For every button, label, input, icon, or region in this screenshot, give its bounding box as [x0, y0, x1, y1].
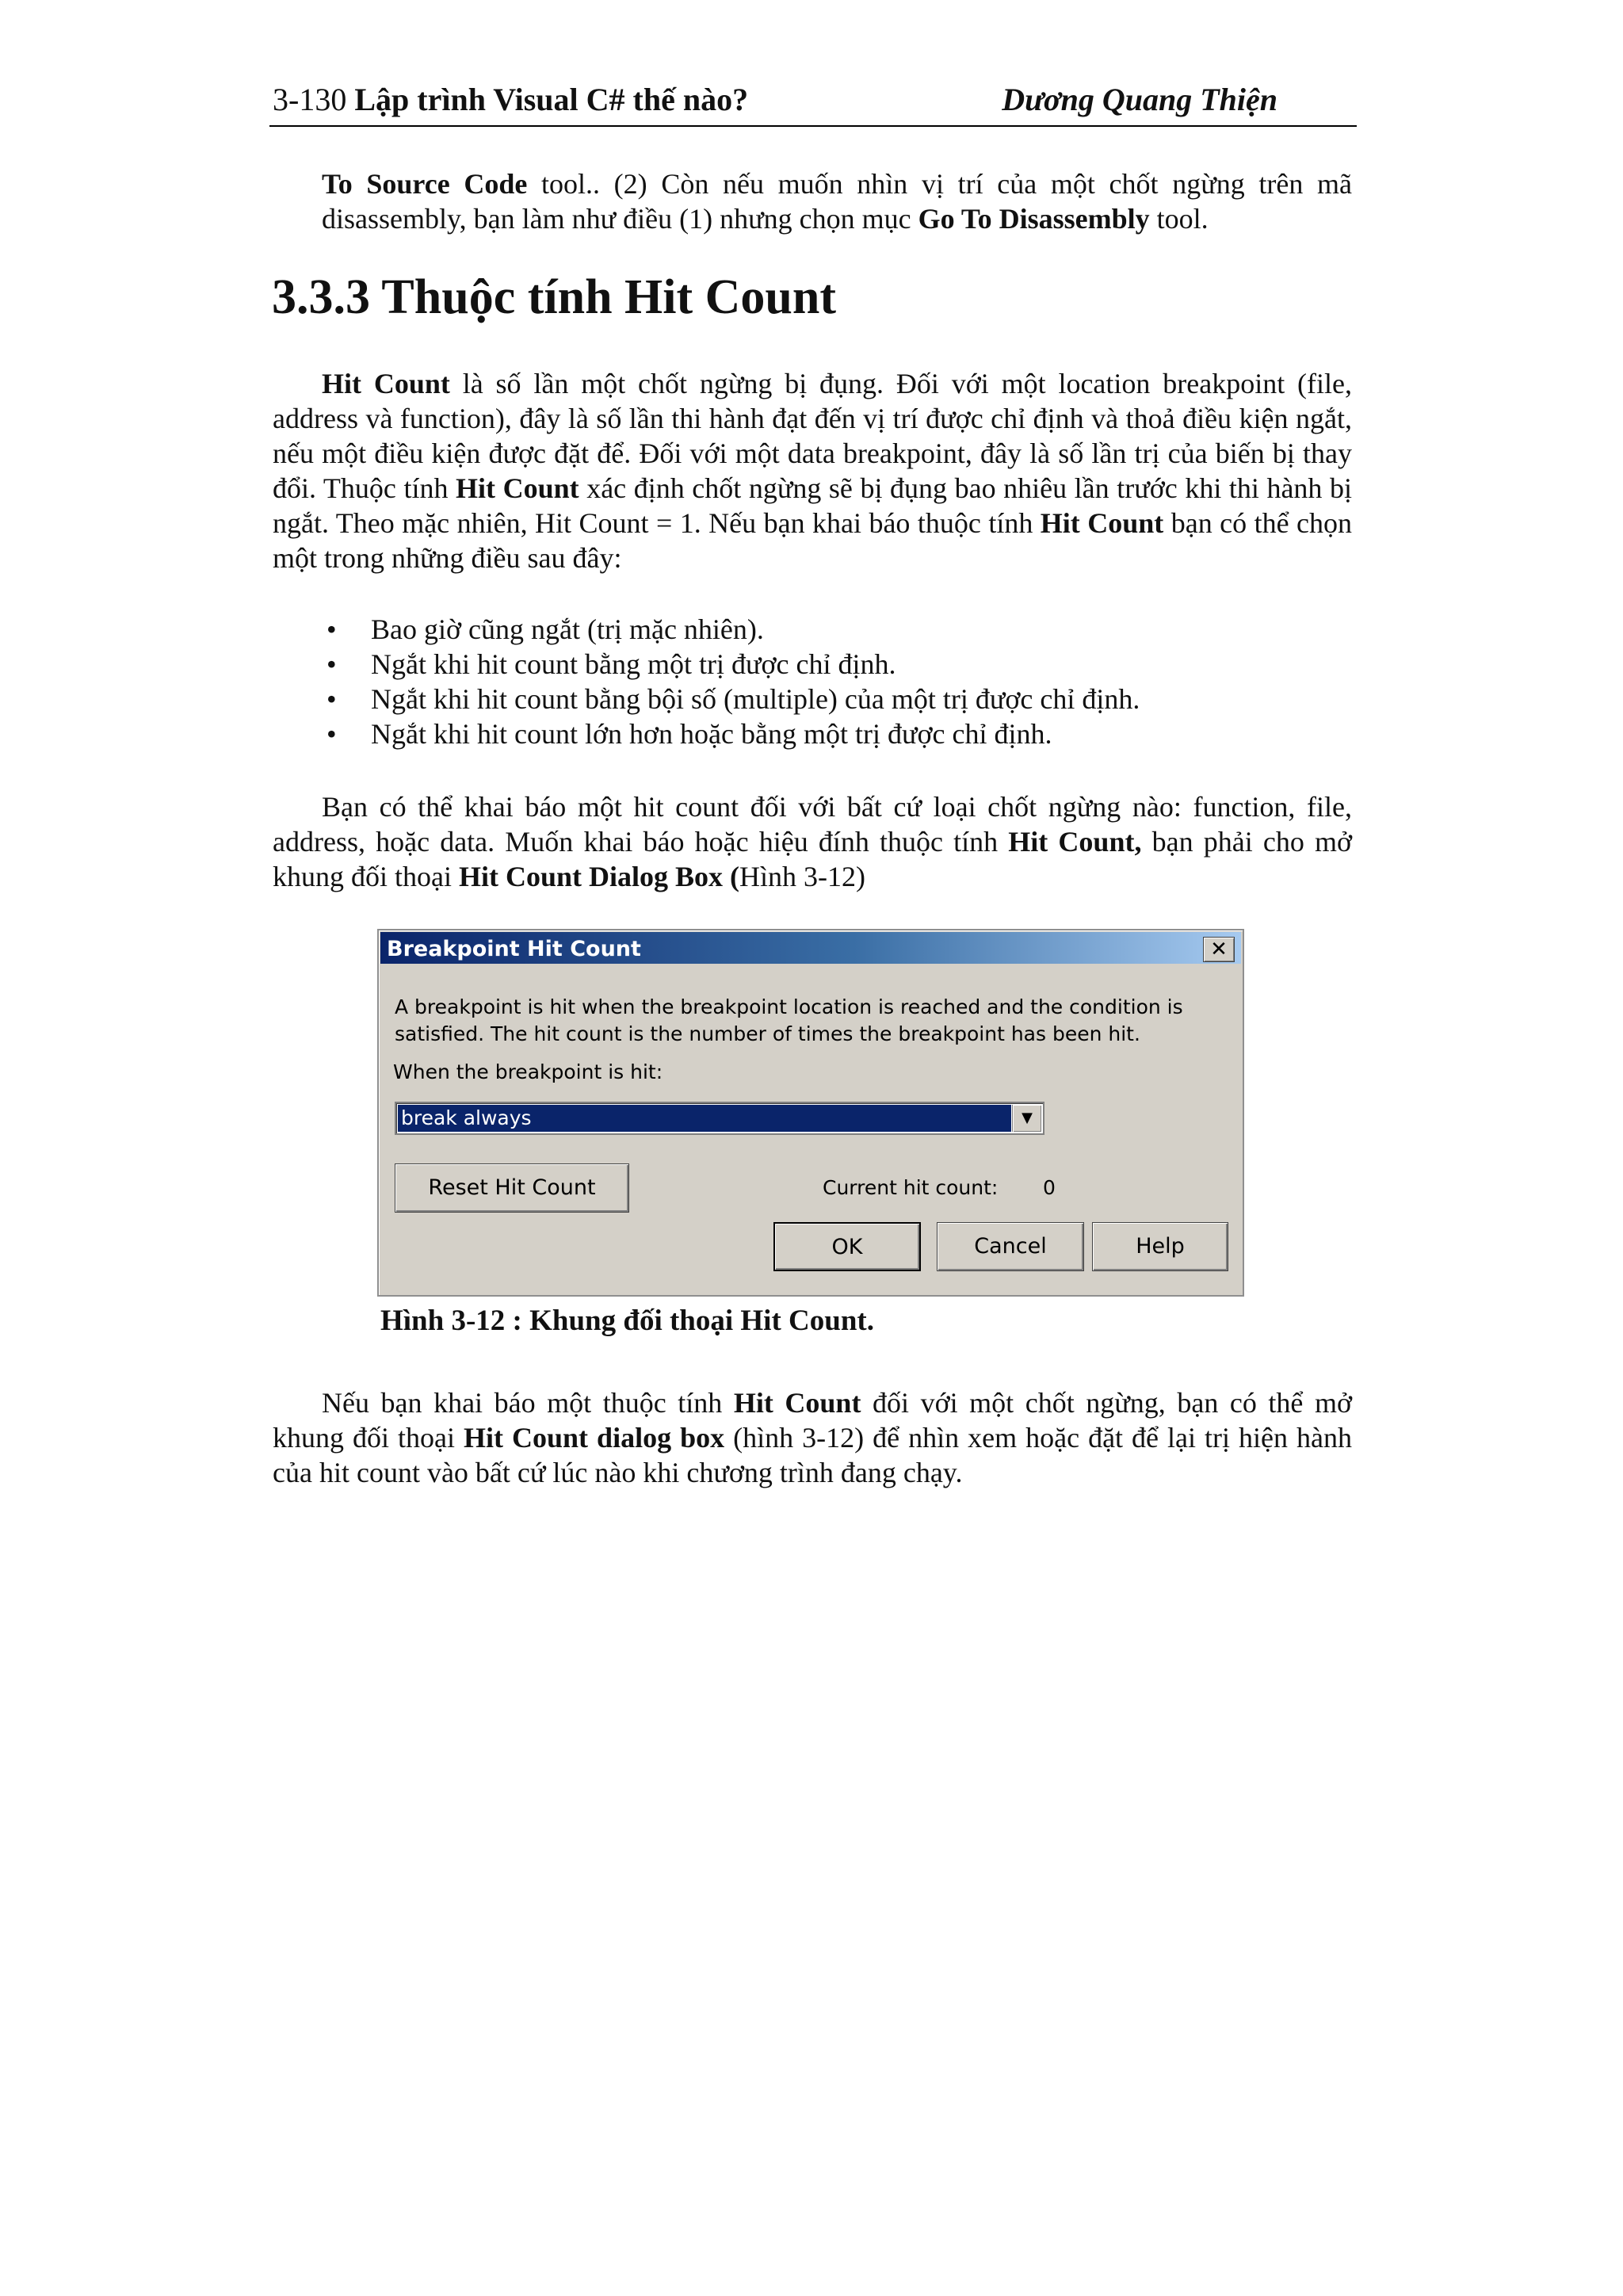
closing-paragraph [273, 1385, 1352, 1490]
bold-term: Hit Count [456, 472, 579, 504]
bold-term: Hit Count dialog box [464, 1422, 725, 1454]
when-hit-label: When the breakpoint is hit: [393, 1060, 663, 1083]
reset-hit-count-button[interactable]: Reset Hit Count [395, 1163, 629, 1213]
close-icon[interactable]: ✕ [1203, 937, 1235, 962]
paragraph-text: Nếu bạn khai báo một thuộc tính [322, 1387, 734, 1419]
bold-term: Hit Count [322, 368, 450, 399]
bold-term: Go To Disassembly [918, 203, 1150, 235]
list-item-text: Ngắt khi hit count bằng bội số (multiple) của một trị được chỉ định. [371, 683, 1140, 715]
bullet-icon: • [327, 613, 337, 645]
cancel-button[interactable]: Cancel [937, 1222, 1084, 1271]
paragraph-text: Hình 3-12) [739, 861, 865, 892]
bullet-icon: • [327, 683, 337, 715]
list-item-text: Ngắt khi hit count bằng một trị được chỉ định. [371, 648, 896, 680]
dialog-title: Breakpoint Hit Count [387, 937, 641, 961]
list-item [315, 647, 1361, 682]
intro-paragraph [322, 166, 1352, 236]
section-heading: 3.3.3 Thuộc tính Hit Count [272, 270, 837, 324]
paragraph-text: Bạn có thể khai báo một hit count đối với bất cứ loại chốt ngừng nào: function, file, address, hoặc data. Muốn khai báo hoặc hiệu đính thuộc tính [273, 791, 1352, 858]
figure-caption: Hình 3-12 : Khung đối thoại Hit Count. [380, 1305, 874, 1337]
selected-option: break always [398, 1105, 1011, 1132]
list-item-text: Ngắt khi hit count lớn hơn hoặc bằng một trị được chỉ định. [371, 718, 1052, 750]
bold-term: Hit Count Dialog Box ( [458, 861, 740, 892]
declare-hit-count-paragraph [273, 789, 1352, 894]
break-condition-select[interactable] [395, 1102, 1044, 1135]
paragraph-text: đối với một chốt ngừng, bạn có thể mở khung đối thoại [273, 1387, 1353, 1454]
paragraph-text: tool.. (2) Còn nếu muốn nhìn vị trí của một chốt ngừng trên mã disassembly, bạn làm như điều (1) nhưng chọn mục [322, 168, 1352, 235]
help-button[interactable]: Help [1092, 1222, 1228, 1271]
list-item [315, 612, 1361, 647]
paragraph-text: tool. [1149, 203, 1209, 235]
paragraph-text: bạn có thể chọn một trong những điều sau đây: [273, 507, 1352, 574]
paragraph-text: (hình 3-12) để nhìn xem hoặc đặt để lại trị hiện hành của hit count vào bất cứ lúc nào khi chương trình đang chạy. [273, 1422, 1353, 1488]
breakpoint-hit-count-dialog [377, 929, 1244, 1297]
bold-term: Hit Count [1040, 507, 1164, 539]
bold-term: To Source Code [322, 168, 528, 200]
current-hit-count-value: 0 [1043, 1176, 1056, 1199]
paragraph-text: xác định chốt ngừng sẽ bị đụng bao nhiêu lần trước khi thi hành bị ngắt. Theo mặc nhiên, Hit Count = 1. Nếu bạn khai báo thuộc tính [273, 472, 1352, 539]
dialog-description: A breakpoint is hit when the breakpoint location is reached and the condition is satisfied. The hit count is the number of times the breakpoint has been hit. [395, 995, 1183, 1045]
hit-count-options-list [315, 612, 1361, 751]
ok-button[interactable]: OK [773, 1222, 921, 1271]
list-item [315, 682, 1361, 716]
list-item-text: Bao giờ cũng ngắt (trị mặc nhiên). [371, 613, 764, 645]
hit-count-definition-paragraph [273, 366, 1352, 575]
paragraph-text: bạn phải cho mở khung đối thoại [273, 826, 1352, 892]
bold-term: Hit Count, [1008, 826, 1142, 858]
bullet-icon: • [327, 648, 337, 680]
chevron-down-icon[interactable]: ▼ [1012, 1105, 1041, 1132]
header-left [273, 81, 748, 118]
bullet-icon: • [327, 718, 337, 750]
bold-term: Hit Count [733, 1387, 861, 1419]
paragraph-text: là số lần một chốt ngừng bị đụng. Đối với một location breakpoint (file, address và function), đây là số lần thi hành đạt đến vị trí được chỉ định và thoả điều kiện ngắt, nếu một điều kiện được đặt để. Đối với một data breakpoint, đây là số lần trị của biến bị thay đổi. Thuộc tính [273, 368, 1352, 504]
author-name: Dương Quang Thiện [1002, 82, 1277, 117]
page-header [269, 76, 1357, 127]
dialog-titlebar [380, 932, 1241, 964]
book-title: Lập trình Visual C# thế nào? [354, 82, 749, 117]
current-hit-count-label: Current hit count: [823, 1176, 999, 1199]
list-item [315, 716, 1361, 751]
page-number: 3-130 [273, 82, 347, 117]
